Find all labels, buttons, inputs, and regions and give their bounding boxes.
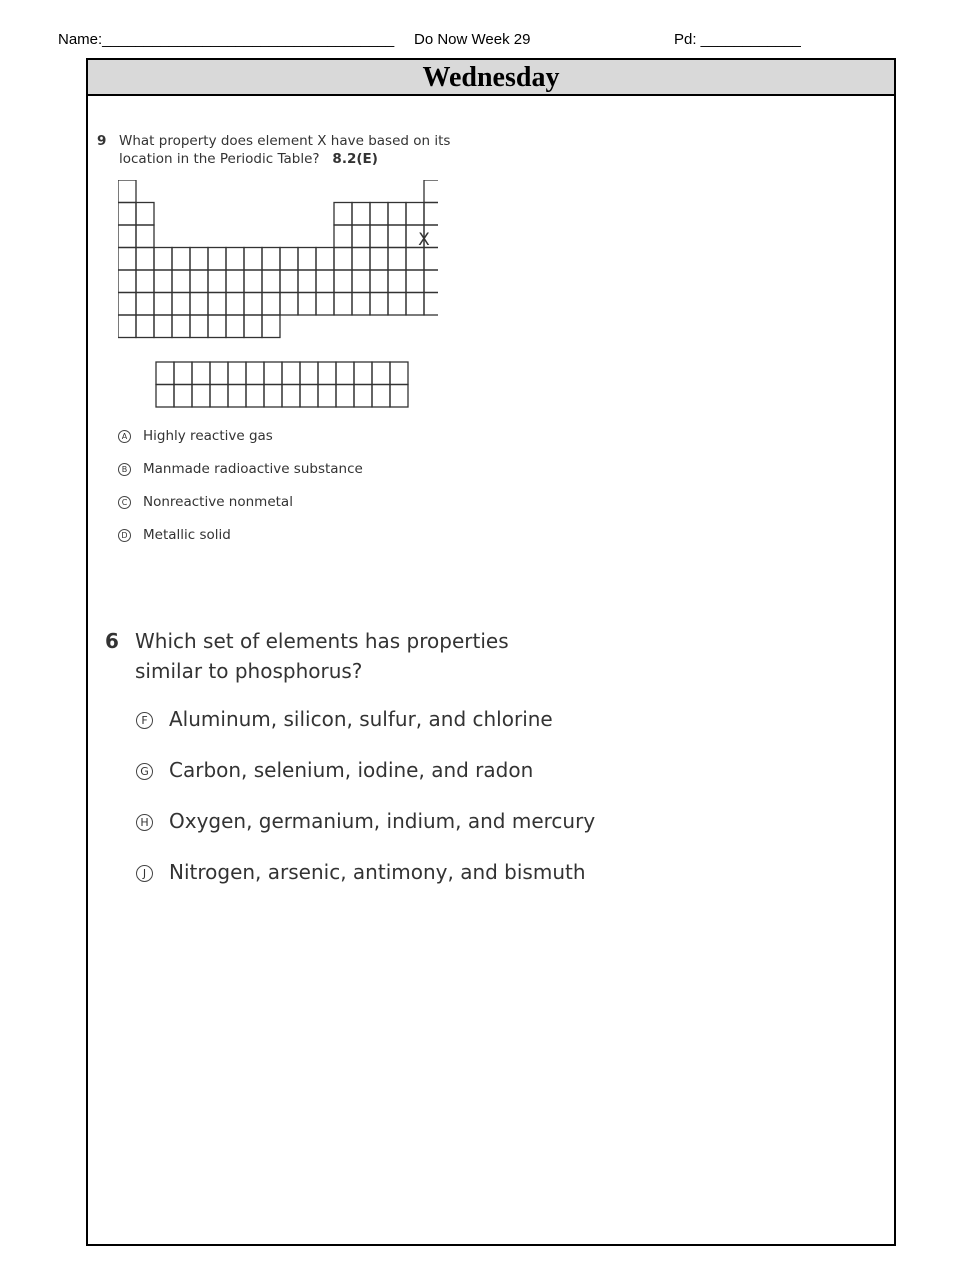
periodic-table-cell <box>336 362 354 385</box>
periodic-table-cell <box>262 248 280 271</box>
periodic-table-cell <box>352 203 370 226</box>
answer-bubble-b[interactable]: B <box>118 463 131 476</box>
question-6-option-j[interactable] <box>136 857 586 887</box>
periodic-table-cell <box>154 270 172 293</box>
periodic-table-cell <box>424 270 438 293</box>
periodic-table-cell <box>334 293 352 316</box>
periodic-table-cell <box>246 362 264 385</box>
periodic-table-cell <box>136 248 154 271</box>
question-6-text: Which set of elements has properties similar to phosphorus? <box>135 629 509 683</box>
day-title: Wednesday <box>422 62 560 93</box>
periodic-table-cell <box>226 270 244 293</box>
element-x-marker: X <box>418 230 430 250</box>
periodic-table-cell <box>298 248 316 271</box>
periodic-table-cell <box>136 203 154 226</box>
question-6-option-h[interactable] <box>136 806 595 836</box>
periodic-table-cell <box>262 293 280 316</box>
periodic-table-cell <box>262 315 280 338</box>
periodic-table-cell <box>424 180 438 203</box>
periodic-table-cell <box>190 270 208 293</box>
periodic-table-cell <box>318 385 336 408</box>
worksheet-title: Do Now Week 29 <box>414 31 531 48</box>
periodic-table-cell <box>388 270 406 293</box>
periodic-table-cell <box>154 248 172 271</box>
periodic-table-cell <box>406 293 424 316</box>
periodic-table-cell <box>208 248 226 271</box>
answer-bubble-f[interactable]: F <box>136 712 153 729</box>
periodic-table-cell <box>136 270 154 293</box>
periodic-table-cell <box>246 385 264 408</box>
periodic-table-cell <box>172 293 190 316</box>
periodic-table-cell <box>316 248 334 271</box>
periodic-table-cell <box>354 385 372 408</box>
periodic-table-cell <box>190 293 208 316</box>
option-d-text: Metallic solid <box>143 527 231 543</box>
periodic-table-cell <box>262 270 280 293</box>
periodic-table-cell <box>174 362 192 385</box>
periodic-table-cell <box>208 315 226 338</box>
periodic-table-cell <box>334 270 352 293</box>
periodic-table-cell <box>390 362 408 385</box>
periodic-table-cell <box>192 385 210 408</box>
periodic-table-cell <box>136 315 154 338</box>
periodic-table-cell <box>334 203 352 226</box>
question-9-option-b[interactable] <box>118 460 363 478</box>
periodic-table-cell <box>118 248 136 271</box>
answer-bubble-d[interactable]: D <box>118 529 131 542</box>
periodic-table-cell <box>244 293 262 316</box>
periodic-table-cell <box>370 248 388 271</box>
name-field-label: Name:___________________________________ <box>58 31 395 48</box>
option-f-text: Aluminum, silicon, sulfur, and chlorine <box>169 707 553 731</box>
periodic-table-cell <box>210 362 228 385</box>
answer-bubble-h[interactable]: H <box>136 814 153 831</box>
periodic-table-cell <box>298 293 316 316</box>
periodic-table-cell <box>208 293 226 316</box>
periodic-table-cell <box>352 270 370 293</box>
periodic-table-cell <box>280 270 298 293</box>
periodic-table-cell <box>226 315 244 338</box>
periodic-table-cell <box>118 293 136 316</box>
periodic-table-cell <box>136 293 154 316</box>
question-9-prompt: What property does element X have based on its location in the Periodic Table? <box>119 133 451 167</box>
question-9-option-c[interactable] <box>118 493 293 511</box>
option-b-text: Manmade radioactive substance <box>143 461 363 477</box>
periodic-table-cell <box>244 270 262 293</box>
question-6-number: 6 <box>105 629 119 653</box>
periodic-table-diagram <box>118 180 438 412</box>
periodic-table-cell <box>388 203 406 226</box>
periodic-table-cell <box>354 362 372 385</box>
periodic-table-cell <box>282 362 300 385</box>
periodic-table-cell <box>156 362 174 385</box>
periodic-table-cell <box>390 385 408 408</box>
periodic-table-cell <box>190 315 208 338</box>
periodic-table-cell <box>118 225 136 248</box>
periodic-table-cell <box>210 385 228 408</box>
periodic-table-cell <box>280 248 298 271</box>
periodic-table-cell <box>370 225 388 248</box>
periodic-table-cell <box>174 385 192 408</box>
periodic-table-cell <box>118 203 136 226</box>
periodic-table-cell <box>406 270 424 293</box>
periodic-table-cell <box>264 362 282 385</box>
periodic-table-cell <box>264 385 282 408</box>
periodic-table-cell <box>172 315 190 338</box>
periodic-table-cell <box>154 293 172 316</box>
periodic-table-cell <box>154 315 172 338</box>
periodic-table-cell <box>228 362 246 385</box>
periodic-table-cell <box>336 385 354 408</box>
answer-bubble-c[interactable]: C <box>118 496 131 509</box>
question-6-option-f[interactable] <box>136 704 553 734</box>
periodic-table-cell <box>192 362 210 385</box>
day-title-bar <box>88 60 894 96</box>
periodic-table-cell <box>372 362 390 385</box>
periodic-table-cell <box>172 248 190 271</box>
periodic-table-cell <box>226 248 244 271</box>
periodic-table-cell <box>424 293 438 316</box>
periodic-table-cell <box>300 385 318 408</box>
periodic-table-cell <box>406 248 424 271</box>
question-9-standard: 8.2(E) <box>332 151 378 167</box>
periodic-table-cell <box>370 293 388 316</box>
question-6-option-g[interactable] <box>136 755 533 785</box>
periodic-table-cell <box>372 385 390 408</box>
periodic-table-cell <box>118 270 136 293</box>
option-c-text: Nonreactive nonmetal <box>143 494 293 510</box>
periodic-table-cell <box>406 203 424 226</box>
periodic-table-cell <box>136 225 154 248</box>
periodic-table-cell <box>228 385 246 408</box>
periodic-table-cell <box>208 270 226 293</box>
periodic-table-cell <box>318 362 336 385</box>
periodic-table-cell <box>280 293 298 316</box>
question-9-option-a[interactable] <box>118 427 273 445</box>
periodic-table-cell <box>156 385 174 408</box>
option-j-text: Nitrogen, arsenic, antimony, and bismuth <box>169 860 586 884</box>
periodic-table-cell <box>352 248 370 271</box>
periodic-table-cell <box>316 270 334 293</box>
periodic-table-cell <box>118 180 136 203</box>
periodic-table-cell <box>352 293 370 316</box>
periodic-table-cell <box>388 225 406 248</box>
periodic-table-cell <box>388 293 406 316</box>
periodic-table-cell <box>226 293 244 316</box>
question-9-option-d[interactable] <box>118 526 231 544</box>
periodic-table-cell <box>244 248 262 271</box>
periodic-table-cell <box>298 270 316 293</box>
period-field-label: Pd: ____________ <box>674 31 801 48</box>
periodic-table-cell <box>244 315 262 338</box>
option-a-text: Highly reactive gas <box>143 428 273 444</box>
periodic-table-cell <box>282 385 300 408</box>
periodic-table-cell <box>424 203 438 226</box>
periodic-table-cell <box>370 203 388 226</box>
answer-bubble-g[interactable]: G <box>136 763 153 780</box>
question-9-number: 9 <box>97 133 107 149</box>
periodic-table-cell <box>370 270 388 293</box>
answer-bubble-j[interactable]: J <box>136 865 153 882</box>
periodic-table-cell <box>424 248 438 271</box>
periodic-table-cell <box>316 293 334 316</box>
periodic-table-cell <box>118 315 136 338</box>
periodic-table-cell <box>190 248 208 271</box>
periodic-table-cell <box>172 270 190 293</box>
question-9-text <box>119 132 459 168</box>
option-h-text: Oxygen, germanium, indium, and mercury <box>169 809 596 833</box>
periodic-table-cell <box>352 225 370 248</box>
answer-bubble-a[interactable]: A <box>118 430 131 443</box>
option-g-text: Carbon, selenium, iodine, and radon <box>169 758 534 782</box>
periodic-table-cell <box>388 248 406 271</box>
periodic-table-cell <box>334 248 352 271</box>
periodic-table-cell <box>300 362 318 385</box>
periodic-table-cell <box>334 225 352 248</box>
